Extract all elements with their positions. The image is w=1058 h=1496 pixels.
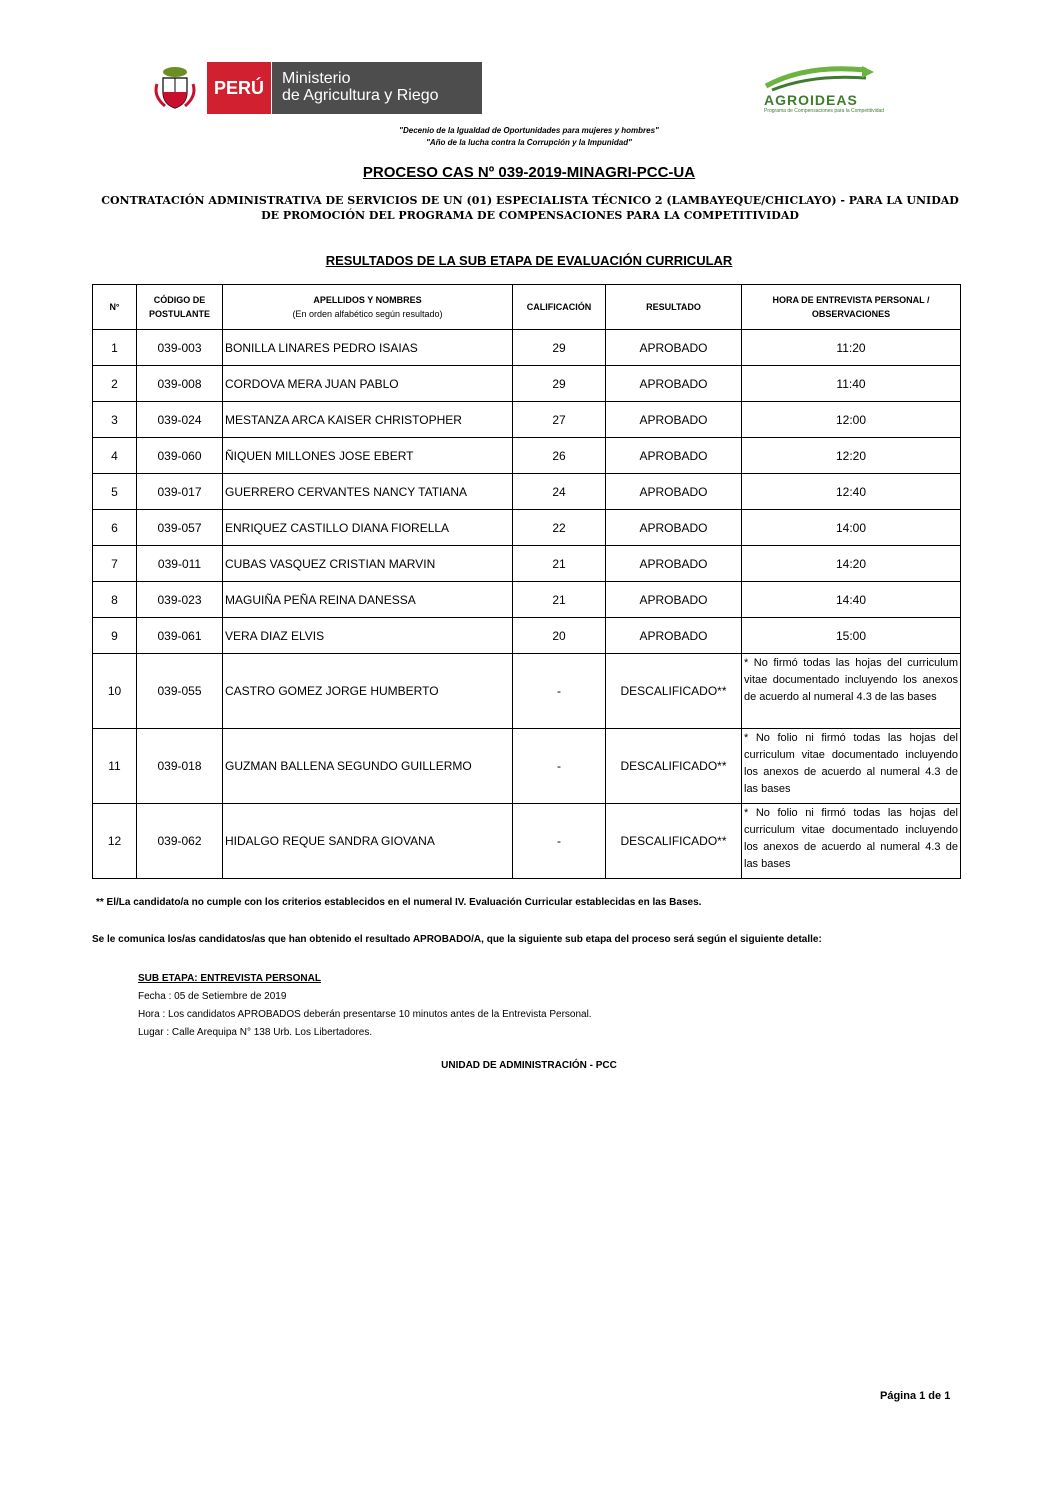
cell-result: APROBADO — [606, 546, 742, 582]
cell-result: DESCALIFICADO** — [606, 729, 742, 804]
table-row — [93, 804, 961, 879]
cell-num: 9 — [93, 618, 137, 654]
cell-score: 21 — [513, 582, 606, 618]
cell-code: 039-057 — [137, 510, 223, 546]
cell-num: 10 — [93, 654, 137, 729]
cell-code: 039-055 — [137, 654, 223, 729]
cell-result: APROBADO — [606, 438, 742, 474]
cell-num: 1 — [93, 330, 137, 366]
results-table — [92, 284, 961, 879]
cell-obs: * No folio ni firmó todas las hojas del curriculum vitae documentado incluyendo los anexos de acuerdo al numeral 4.3 de las bases — [742, 729, 961, 804]
cell-num: 12 — [93, 804, 137, 879]
cell-score: 21 — [513, 546, 606, 582]
cell-name: CUBAS VASQUEZ CRISTIAN MARVIN — [223, 546, 513, 582]
header-num: N° — [93, 285, 137, 330]
cell-score: - — [513, 729, 606, 804]
cell-num: 2 — [93, 366, 137, 402]
header-code — [137, 285, 223, 330]
table-row — [93, 618, 961, 654]
cell-name: CORDOVA MERA JUAN PABLO — [223, 366, 513, 402]
cell-result: APROBADO — [606, 582, 742, 618]
cell-num: 7 — [93, 546, 137, 582]
cell-code: 039-061 — [137, 618, 223, 654]
cell-obs: 12:40 — [742, 474, 961, 510]
cell-score: 20 — [513, 618, 606, 654]
cell-result: DESCALIFICADO** — [606, 654, 742, 729]
cell-code: 039-023 — [137, 582, 223, 618]
cell-result: APROBADO — [606, 618, 742, 654]
cell-code: 039-062 — [137, 804, 223, 879]
cell-result: APROBADO — [606, 474, 742, 510]
cell-score: 26 — [513, 438, 606, 474]
cell-obs: 11:40 — [742, 366, 961, 402]
decenio-line-2: "Año de la lucha contra la Corrupción y la Impunidad" — [426, 138, 632, 147]
cell-score: 24 — [513, 474, 606, 510]
cell-num: 4 — [93, 438, 137, 474]
results-title: RESULTADOS DE LA SUB ETAPA DE EVALUACIÓN CURRICULAR — [325, 253, 733, 268]
cell-num: 5 — [93, 474, 137, 510]
stage-place: Lugar : Calle Arequipa N° 138 Urb. Los Libertadores. — [138, 1027, 373, 1038]
cell-code: 039-003 — [137, 330, 223, 366]
cell-obs: 14:40 — [742, 582, 961, 618]
cell-num: 6 — [93, 510, 137, 546]
agroideas-tagline: Programa de Compensaciones para la Competitividad — [764, 108, 885, 114]
ministry-header — [147, 62, 482, 114]
peru-label: PERÚ — [207, 62, 271, 114]
cell-name: MESTANZA ARCA KAISER CHRISTOPHER — [223, 402, 513, 438]
cell-obs: 12:00 — [742, 402, 961, 438]
header-code-line-1: CÓDIGO DE — [153, 295, 206, 305]
cell-obs: 14:20 — [742, 546, 961, 582]
cell-result: APROBADO — [606, 402, 742, 438]
cell-result: APROBADO — [606, 510, 742, 546]
cell-score: 22 — [513, 510, 606, 546]
cell-code: 039-008 — [137, 366, 223, 402]
table-row — [93, 582, 961, 618]
cell-num: 3 — [93, 402, 137, 438]
table-row — [93, 438, 961, 474]
ministry-line-2: de Agricultura y Riego — [282, 87, 439, 104]
cell-code: 039-024 — [137, 402, 223, 438]
table-row — [93, 366, 961, 402]
cell-obs: 12:20 — [742, 438, 961, 474]
cell-name: MAGUIÑA PEÑA REINA DANESSA — [223, 582, 513, 618]
next-stage-note: Se le comunica los/as candidatos/as que han obtenido el resultado APROBADO/A, que la siguiente sub etapa del proceso será según el siguiente detalle: — [92, 934, 822, 945]
cell-obs: * No firmó todas las hojas del curriculum vitae documentado incluyendo los anexos de acuerdo al numeral 4.3 de las bases — [742, 654, 961, 729]
cell-obs: 11:20 — [742, 330, 961, 366]
header-obs-line-1: HORA DE ENTREVISTA PERSONAL / — [772, 295, 930, 305]
cell-result: APROBADO — [606, 330, 742, 366]
table-row — [93, 474, 961, 510]
peru-coat-of-arms-icon — [147, 62, 203, 114]
header-result: RESULTADO — [606, 285, 742, 330]
cell-name: GUZMAN BALLENA SEGUNDO GUILLERMO — [223, 729, 513, 804]
decenio-line-1: "Decenio de la Igualdad de Oportunidades para mujeres y hombres" — [399, 126, 659, 135]
table-row — [93, 402, 961, 438]
cell-result: DESCALIFICADO** — [606, 804, 742, 879]
table-row — [93, 330, 961, 366]
interview-stage-details — [138, 970, 592, 1042]
cell-code: 039-018 — [137, 729, 223, 804]
decenio-text — [0, 125, 1058, 149]
cell-num: 11 — [93, 729, 137, 804]
administration-unit: UNIDAD DE ADMINISTRACIÓN - PCC — [441, 1060, 617, 1071]
cell-score: 29 — [513, 366, 606, 402]
cell-name: BONILLA LINARES PEDRO ISAIAS — [223, 330, 513, 366]
process-title: PROCESO CAS Nº 039-2019-MINAGRI-PCC-UA — [362, 164, 696, 181]
cell-score: - — [513, 654, 606, 729]
header-score: CALIFICACIÓN — [513, 285, 606, 330]
table-row — [93, 729, 961, 804]
cell-obs: * No folio ni firmó todas las hojas del curriculum vitae documentado incluyendo los anexos de acuerdo al numeral 4.3 de las bases — [742, 804, 961, 879]
table-row — [93, 546, 961, 582]
cell-name: CASTRO GOMEZ JORGE HUMBERTO — [223, 654, 513, 729]
table-row — [93, 654, 961, 729]
cell-name: GUERRERO CERVANTES NANCY TATIANA — [223, 474, 513, 510]
cell-result: APROBADO — [606, 366, 742, 402]
cell-code: 039-017 — [137, 474, 223, 510]
header-obs — [742, 285, 961, 330]
cell-name: ÑIQUEN MILLONES JOSE EBERT — [223, 438, 513, 474]
process-subtitle: CONTRATACIÓN ADMINISTRATIVA DE SERVICIOS DE UN (01) ESPECIALISTA TÉCNICO 2 (LAMBAYEQUE/CHICLAYO) - PARA LA UNIDAD DE PROMOCIÓN DEL PROGRAMA DE COMPENSACIONES PARA LA COMPETITIVIDAD — [101, 194, 959, 222]
cell-code: 039-011 — [137, 546, 223, 582]
cell-score: 29 — [513, 330, 606, 366]
header-name-line-1: APELLIDOS Y NOMBRES — [313, 295, 422, 305]
cell-name: VERA DIAZ ELVIS — [223, 618, 513, 654]
disqualified-note: ** El/La candidato/a no cumple con los criterios establecidos en el numeral IV. Evaluación Curricular establecidas en las Bases. — [96, 897, 702, 908]
cell-num: 8 — [93, 582, 137, 618]
cell-obs: 14:00 — [742, 510, 961, 546]
cell-name: HIDALGO REQUE SANDRA GIOVANA — [223, 804, 513, 879]
cell-name: ENRIQUEZ CASTILLO DIANA FIORELLA — [223, 510, 513, 546]
cell-score: 27 — [513, 402, 606, 438]
cell-score: - — [513, 804, 606, 879]
cell-obs: 15:00 — [742, 618, 961, 654]
ministry-name — [271, 62, 482, 114]
table-row — [93, 510, 961, 546]
header-obs-line-2: OBSERVACIONES — [811, 309, 891, 319]
header-name — [223, 285, 513, 330]
header-name-line-2: (En orden alfabético según resultado) — [292, 309, 443, 319]
header-code-line-2: POSTULANTE — [148, 309, 210, 319]
stage-time: Hora : Los candidatos APROBADOS deberán presentarse 10 minutos antes de la Entrevista Personal. — [138, 1009, 592, 1020]
cell-code: 039-060 — [137, 438, 223, 474]
ministry-line-1: Ministerio — [282, 70, 351, 87]
page-number: Página 1 de 1 — [880, 1390, 951, 1402]
stage-heading: SUB ETAPA: ENTREVISTA PERSONAL — [138, 973, 321, 984]
table-header-row — [93, 285, 961, 330]
stage-date: Fecha : 05 de Setiembre de 2019 — [138, 991, 287, 1002]
agroideas-label: AGROIDEAS — [764, 92, 858, 108]
